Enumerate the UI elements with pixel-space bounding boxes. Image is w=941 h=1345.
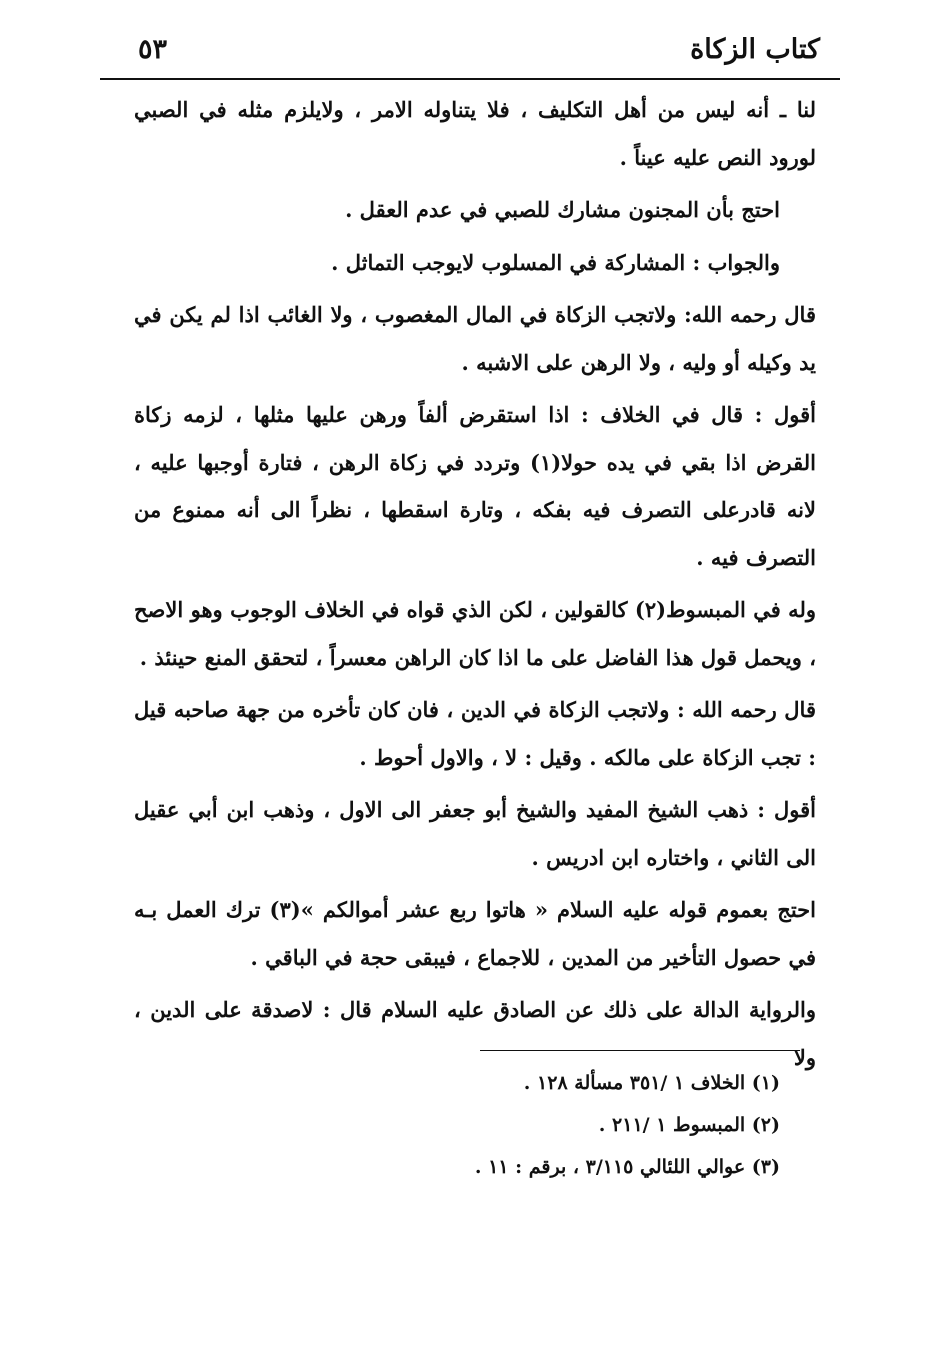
footnote: (٣) عوالي اللئالي ٣/١١٥ ، برقم : ١١ . xyxy=(474,1156,780,1178)
paragraph: أقول : قال في الخلاف : اذا استقرض ألفاً ورهن عليها مثلها ، لزمه زكاة القرض اذا بقي في يده حولا(١) وتردد في زكاة الرهن ، فتارة أوجبها عليه ، لانه قادرعلى التصرف فيه بفكه ، وتارة اسقطها ، نظراً الى أنه ممنوع من التصرف فيه . xyxy=(134,402,817,570)
page-number: ٥٣ xyxy=(138,34,168,65)
footnote: (٢) المبسوط ١ /٢١١ . xyxy=(598,1114,780,1136)
paragraph: احتج بأن المجنون مشارك للصبي في عدم العقل . xyxy=(345,197,780,222)
paragraph: وله في المبسوط(٢) كالقولين ، لكن الذي قواه في الخلاف الوجوب وهو الاصح ، ويحمل قول هذا الفاضل على ما اذا كان الراهن معسراً ، لتحقق المنع حينئذ . xyxy=(134,597,816,670)
footnote-divider xyxy=(480,1050,800,1051)
paragraph: والرواية الدالة على ذلك عن الصادق عليه السلام قال : لاصدقة على الدين ، ولا xyxy=(134,997,816,1070)
running-title: كتاب الزكاة xyxy=(690,34,820,65)
paragraph: أقول : ذهب الشيخ المفيد والشيخ أبو جعفر الى الاول ، وذهب ابن أبي عقيل الى الثاني ، واختاره ابن ادريس . xyxy=(134,797,816,870)
header-divider xyxy=(100,78,840,80)
paragraph: قال رحمه الله: ولاتجب الزكاة في المال المغصوب ، ولا الغائب اذا لم يكن في يد وكيله أو وليه ، ولا الرهن على الاشبه . xyxy=(134,302,816,375)
page-header xyxy=(100,28,840,76)
footnote: (١) الخلاف ١ /٣٥١ مسألة ١٢٨ . xyxy=(523,1072,780,1094)
body-text xyxy=(134,86,816,1086)
footnotes xyxy=(300,1062,780,1188)
paragraph: قال رحمه الله : ولاتجب الزكاة في الدين ، فان كان تأخره من جهة صاحبه قيل : تجب الزكاة على مالكه . وقيل : لا ، والاول أحوط . xyxy=(134,697,816,770)
paragraph: والجواب : المشاركة في المسلوب لايوجب التماثل . xyxy=(331,249,780,275)
paragraph: لنا ـ أنه ليس من أهل التكليف ، فلا يتناوله الامر ، ولايلزم مثله في الصبي لورود النص عليه عيناً . xyxy=(134,97,816,170)
paragraph: احتج بعموم قوله عليه السلام « هاتوا ربع عشر أموالكم »(٣) ترك العمل بـه في حصول التأخير من المدين ، للاجماع ، فيبقى حجة في الباقي . xyxy=(134,897,816,970)
